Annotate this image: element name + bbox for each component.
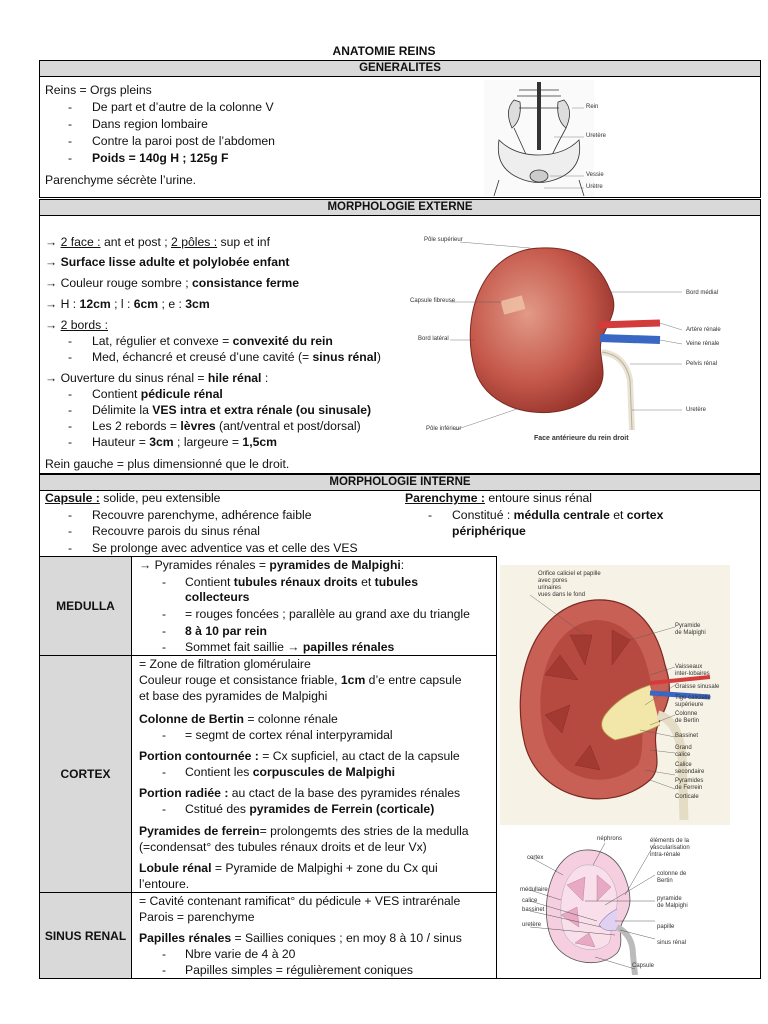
fig-label: Corticale [675, 794, 699, 800]
sinus-line: Parois = parenchyme [139, 910, 255, 924]
medulla-pyramides: → Pyramides rénales = pyramides de Malpighi: [139, 558, 405, 572]
cortex-lobule: Lobule rénal = Pyramide de Malpighi + zone du Cx qui [139, 861, 438, 875]
fig-label: calice [522, 898, 538, 904]
fig-label: sinus rénal [657, 940, 687, 946]
fig-label: de Malpighi [675, 630, 706, 636]
fig-label: Artère rénale [686, 327, 721, 333]
capsule-item: Se prolonge avec adventice vas et celle des VES [92, 541, 358, 555]
section-header-externe: MORPHOLOGIE EXTERNE [39, 199, 761, 216]
externe-surface: → Surface lisse adulte et polylobée enfant [45, 255, 290, 269]
fig-label: urinaires [538, 585, 562, 591]
cortex-line: et base des pyramides de Malpighi [139, 689, 328, 703]
fig-label: bassinet [522, 907, 545, 913]
externe-bord-med: Med, échancré et creusé d’une cavité (= sinus rénal) [92, 350, 381, 364]
fig-label: intra-rénale [650, 852, 681, 858]
row-label-medulla: MEDULLA [40, 557, 132, 655]
kidney-external-figure [420, 230, 740, 450]
fig-label: inter-lobaires [675, 671, 710, 677]
fig-label: Colonne [675, 711, 698, 717]
externe-bords: → 2 bords : [45, 318, 109, 332]
fig-label: Calice [675, 762, 692, 768]
externe-hile-item: Les 2 rebords = lèvres (ant/ventral et post/dorsal) [92, 419, 361, 433]
externe-hile-item: Délimite la VES intra et extra rénale (ou sinusale) [92, 403, 372, 417]
cortex-ferrein-2: (=condensat° des tubules rénaux droits et de leur Vx) [139, 840, 427, 854]
fig-label: Pôle inférieur [426, 426, 462, 432]
cortex-radiee-item: Cstitué des pyramides de Ferrein (corticale) [185, 802, 435, 816]
sinus-papilles: Papilles rénales = Saillies coniques ; en moy 8 à 10 / sinus [139, 931, 462, 945]
capsule-item: Recouvre parois du sinus rénal [92, 524, 261, 538]
fig-label: Capsule fibreuse [410, 298, 456, 304]
generalites-intro: Reins = Orgs pleins [45, 83, 152, 97]
externe-bord-lat: Lat, régulier et convexe = convexité du rein [92, 334, 333, 348]
cortex-lobule-2: l’entoure. [139, 877, 190, 891]
fig-label: pyramide [657, 896, 682, 902]
fig-label: Orifice caliciel et papille [538, 571, 601, 577]
fig-label: papille [657, 924, 675, 930]
fig-label: supérieure [675, 702, 704, 708]
fig-label: vues dans le fond [538, 592, 586, 598]
externe-hile-item: Hauteur = 3cm ; largeure = 1,5cm [92, 435, 277, 449]
cortex-contournee: Portion contournée : = Cx supficiel, au ctact de la capsule [139, 749, 460, 763]
medulla-item: Contient tubules rénaux droits et tubules [185, 575, 418, 589]
fig-label: avec pores [538, 578, 568, 584]
fig-label: Bord latéral [418, 336, 449, 342]
generalites-item: De part et d’autre de la colonne V [92, 100, 274, 114]
sinus-item: Nbre varie de 4 à 20 [185, 947, 296, 961]
fig-label: Grand [675, 745, 692, 751]
cortex-ferrein: Pyramides de ferrein= prolongemts des stries de la medulla [139, 824, 469, 838]
cortex-bertin: Colonne de Bertin = colonne rénale [139, 712, 338, 726]
capsule-line: Capsule : solide, peu extensible [45, 491, 221, 505]
urinary-system-figure [484, 80, 594, 196]
row-label-sinus: SINUS RENAL [40, 893, 132, 978]
externe-dimensions: → H : 12cm ; l : 6cm ; e : 3cm [45, 297, 210, 311]
fig-label: Pyramide [675, 623, 701, 629]
fig-label: Vaisseaux [675, 664, 703, 670]
externe-rein-gauche: Rein gauche = plus dimensionné que le droit. [45, 457, 290, 471]
document-title: ANATOMIE REINS [332, 44, 436, 58]
fig-label: Bord médial [686, 290, 719, 296]
fig-label: néphrons [597, 836, 623, 842]
fig-label: Pelvis rénal [686, 361, 718, 367]
parenchyme-line: Parenchyme : entoure sinus rénal [405, 491, 592, 505]
fig-label: de Ferrein [675, 785, 703, 791]
cortex-radiee: Portion radiée : au ctact de la base des pyramides rénales [139, 786, 461, 800]
generalites-item: Contre la paroi post de l’abdomen [92, 134, 275, 148]
sinus-item: Papilles simples = régulièrement coniques [185, 963, 413, 977]
externe-faces: → 2 face : ant et post ; 2 pôles : sup et inf [45, 235, 270, 249]
parenchyme-item: Constitué : médulla centrale et cortex [452, 508, 664, 522]
section-header-generalites: GENERALITES [39, 60, 761, 77]
cortex-line: Couleur rouge et consistance friable, 1cm d’e entre capsule [139, 673, 462, 687]
fig-label: de Malpighi [657, 903, 688, 909]
medulla-item: Sommet fait saillie → papilles rénales [185, 640, 395, 654]
cortex-contournee-item: Contient les corpuscules de Malpighi [185, 765, 395, 779]
fig-label: Bassinet [675, 733, 699, 739]
fig-label: secondaire [675, 769, 705, 775]
cortex-bertin-item: = segmt de cortex rénal interpyramidal [185, 728, 393, 742]
medulla-item: collecteurs [185, 590, 250, 604]
fig-label: de Bertin [675, 718, 700, 724]
generalites-item: Dans region lombaire [92, 117, 208, 131]
fig-label: Graisse sinusale [675, 684, 720, 690]
fig-label: uretère [522, 922, 542, 928]
fig-label: Capsule [632, 963, 655, 969]
fig-caption: Face antérieure du rein droit [534, 435, 629, 442]
capsule-item: Recouvre parenchyme, adhérence faible [92, 508, 312, 522]
fig-label: Uretère [686, 407, 707, 413]
fig-label: médullaire [520, 887, 548, 893]
medulla-item: 8 à 10 par rein [185, 624, 267, 638]
fig-label: vascularisation [650, 845, 690, 851]
fig-label: colonne de [657, 871, 687, 877]
fig-label: éléments de la [650, 838, 690, 844]
fig-label: Vessie [586, 172, 604, 178]
fig-label: Urètre [586, 184, 603, 190]
generalites-outro: Parenchyme sécrète l’urine. [45, 173, 197, 187]
fig-label: Pyramides [675, 778, 704, 784]
section-header-interne: MORPHOLOGIE INTERNE [39, 474, 761, 491]
sinus-line: = Cavité contenant ramificat° du pédicule + VES intrarénale [139, 894, 461, 908]
fig-label: cortex [527, 855, 544, 861]
externe-couleur: → Couleur rouge sombre ; consistance ferme [45, 276, 300, 290]
fig-label: Uretère [586, 133, 607, 139]
cortex-line: = Zone de filtration glomérulaire [139, 657, 311, 671]
externe-hile: → Ouverture du sinus rénal = hile rénal : [45, 371, 269, 385]
fig-label: Tige calicielle [675, 695, 711, 701]
fig-label: Veine rénale [686, 341, 720, 347]
row-label-cortex: CORTEX [40, 656, 132, 892]
fig-label: Bertin [657, 878, 673, 884]
fig-label: calice [675, 752, 691, 758]
fig-label: Rein [586, 104, 599, 110]
fig-label: Pôle supérieur [424, 237, 463, 243]
externe-hile-item: Contient pédicule rénal [92, 387, 223, 401]
generalites-item-poids: Poids = 140g H ; 125g F [92, 151, 229, 165]
medulla-item: = rouges foncées ; parallèle au grand axe du triangle [185, 607, 470, 621]
parenchyme-item: périphérique [452, 524, 526, 538]
